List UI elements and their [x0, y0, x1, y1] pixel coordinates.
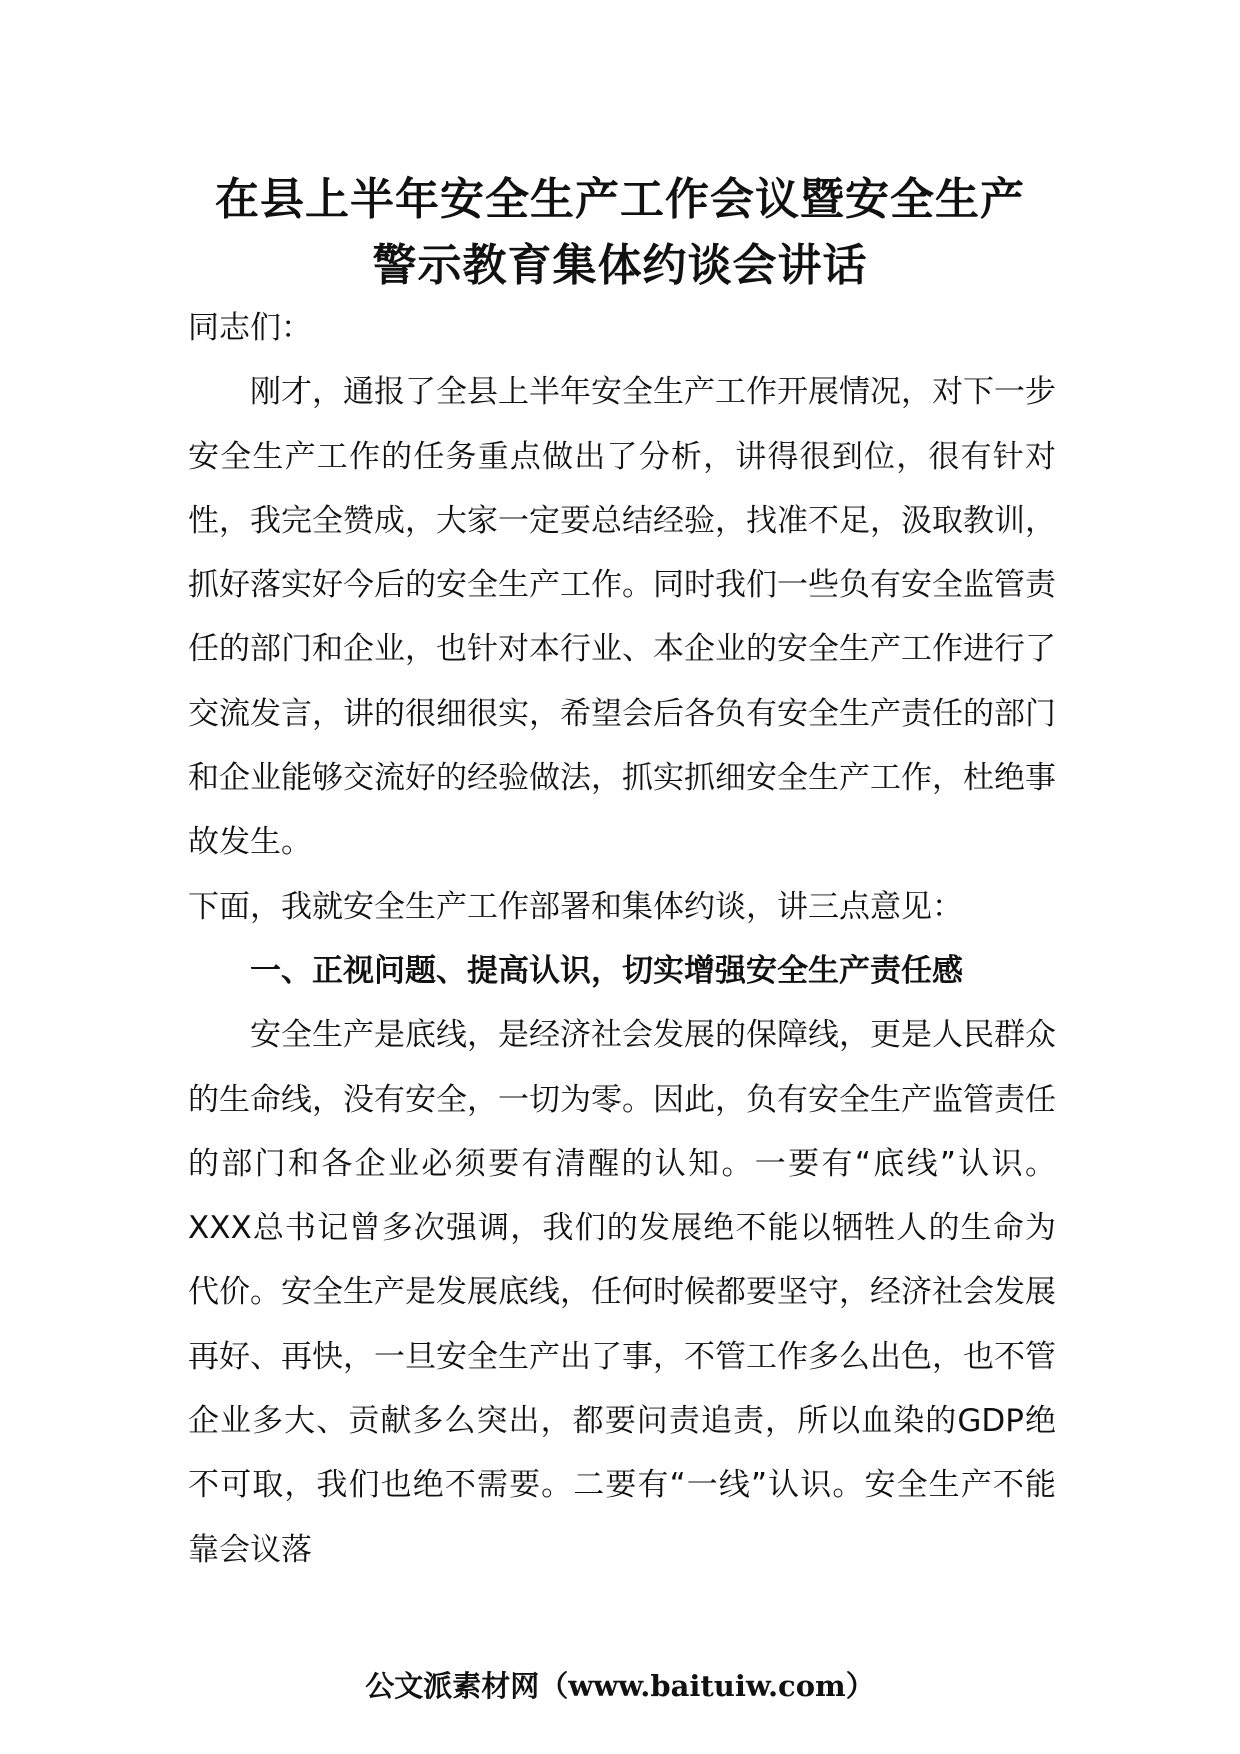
intro-line: 下面，我就安全生产工作部署和集体约谈，讲三点意见：	[188, 888, 963, 925]
opening-paragraph: 刚才，通报了全县上半年安全生产工作开展情况，对下一步安全生产工作的任务重点做出了分析，讲得很到位，很有针对性，我完全赞成，大家一定要总结经验，找准不足，汲取教训，抓好落实好今后的安全生产工作。同时我们一些负有安全监管责任的部门和企业，也针对本行业、本企业的安全生产工作进行了交流发言，讲的很细很实，希望会后各负有安全生产责任的部门和企业能够交流好的经验做法，抓实抓细安全生产工作，杜绝事故发生。	[188, 374, 1056, 861]
salutation: 同志们：	[188, 310, 312, 346]
document-title-line-1: 在县上半年安全生产工作会议暨安全生产	[215, 174, 1025, 225]
document-title-line-2: 警示教育集体约谈会讲话	[372, 240, 868, 291]
document-body	[188, 296, 1056, 1582]
footer-watermark: 公文派素材网（www.baituiw.com）	[365, 1669, 875, 1703]
section-paragraph: 安全生产是底线，是经济社会发展的保障线，更是人民群众的生命线，没有安全，一切为零。因此，负有安全生产监管责任的部门和各企业必须要有清醒的认知。一要有“底线”认识。XXX总书记曾多次强调，我们的发展绝不能以牺牲人的生命为代价。安全生产是发展底线，任何时候都要坚守，经济社会发展再好、再快，一旦安全生产出了事，不管工作多么出色，也不管企业多大、贡献多么突出，都要问责追责，所以血染的GDP绝不可取，我们也绝不需要。二要有“一线”认识。安全生产不能靠会议落	[188, 1017, 1056, 1568]
section-heading: 一、正视问题、提高认识，切实增强安全生产责任感	[250, 952, 963, 989]
